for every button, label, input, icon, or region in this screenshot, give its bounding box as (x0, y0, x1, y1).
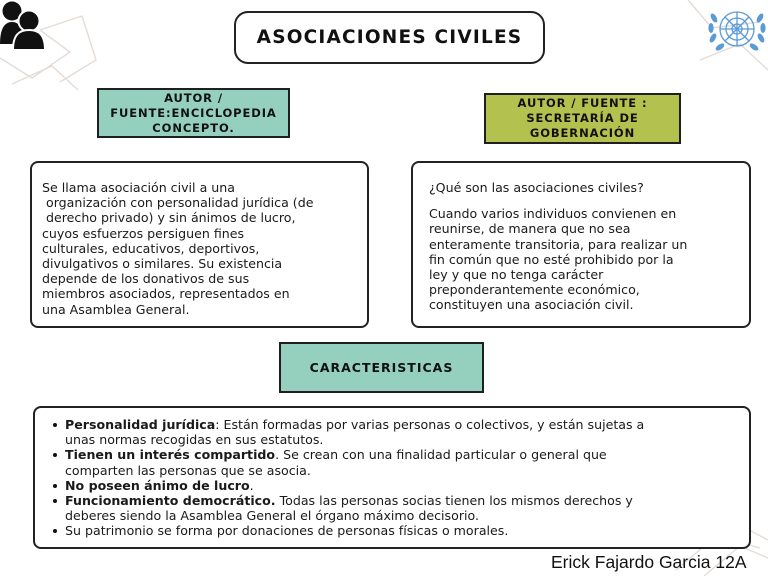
item-text: . (249, 477, 254, 493)
source-line: FUENTE:ENCICLOPEDIA (110, 105, 277, 120)
united-nations-logo-icon (706, 2, 768, 60)
people-icon (0, 0, 46, 50)
author-signature: Erick Fajardo Garcia 12A (551, 552, 747, 572)
source-line: CONCEPTO. (152, 120, 235, 135)
item-text: : Están formadas por varias personas o colectivos, y están sujetas a (215, 417, 645, 432)
definition-line: constituyen una asociación civil. (429, 297, 634, 313)
source-line: SECRETARÍA DE (526, 111, 639, 125)
definition-line: divulgativos o similares. Su existencia (42, 256, 283, 272)
definition-line: cuyos esfuerzos persiguen fines (42, 225, 245, 241)
definition-line: derecho privado) y sin ánimos de lucro, (42, 210, 296, 226)
item-text: deberes siendo la Asamblea General el órgano máximo decisorio. (65, 508, 479, 524)
definition-line: depende de los donativos de sus (42, 271, 250, 287)
source-box-secretaria (484, 93, 681, 144)
definition-card-right (411, 161, 751, 328)
characteristics-list (65, 417, 739, 539)
definition-line: miembros asociados, representados en (42, 286, 290, 302)
list-item (65, 447, 739, 477)
list-item (65, 417, 739, 447)
page-title: ASOCIACIONES CIVILES (256, 27, 523, 48)
item-term: No poseen ánimo de lucro (65, 477, 250, 493)
source-line: AUTOR / FUENTE : (517, 96, 648, 110)
item-text: unas normas recogidas en sus estatutos. (65, 432, 324, 448)
definition-line: Se llama asociación civil a una (42, 180, 235, 195)
source-line: GOBERNACIÓN (529, 126, 636, 140)
list-item (65, 478, 739, 493)
source-box-encyclopedia (97, 88, 290, 138)
characteristics-heading (279, 342, 484, 393)
list-item (65, 523, 739, 538)
definition-line: preponderantemente económico, (429, 282, 640, 298)
definition-card-left (30, 161, 369, 328)
item-term: Tienen un interés compartido (65, 447, 276, 463)
definition-line: enteramente transitoria, para realizar un (429, 236, 688, 252)
item-text: comparten las personas que se asocia. (65, 462, 311, 478)
title-box (234, 11, 545, 64)
item-text: Su patrimonio se forma por donaciones de personas físicas o morales. (65, 523, 509, 539)
definition-line: Cuando varios individuos convienen en (429, 206, 677, 222)
definition-question: ¿Qué son las asociaciones civiles? (429, 180, 644, 195)
item-text: Todas las personas socias tienen los mismos derechos y (275, 493, 633, 509)
source-line: AUTOR / (164, 90, 223, 105)
definition-line: organización con personalidad jurídica (de (42, 195, 314, 211)
definition-line: reunirse, de manera que no sea (429, 221, 631, 237)
definition-line: fin común que no esté prohibido por la (429, 251, 674, 267)
definition-line: culturales, educativos, deportivos, (42, 240, 260, 256)
item-term: Personalidad jurídica (65, 417, 216, 432)
characteristics-list-card (33, 406, 751, 549)
list-item (65, 493, 739, 523)
definition-line: una Asamblea General. (42, 301, 190, 317)
item-term: Funcionamiento democrático. (65, 493, 276, 509)
item-text: . Se crean con una finalidad particular o general que (275, 447, 607, 463)
definition-line: ley y que no tenga carácter (429, 267, 604, 283)
characteristics-heading-text: CARACTERISTICAS (309, 360, 454, 375)
